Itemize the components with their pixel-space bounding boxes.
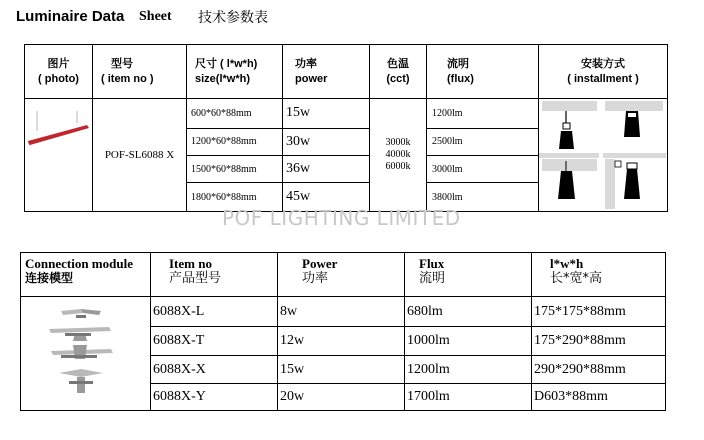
cct-header-en: (cct) — [386, 72, 410, 85]
photo-header-cn: 图片 — [47, 57, 70, 70]
dimension-value: D603*88mm — [532, 384, 666, 411]
power-header — [283, 45, 370, 99]
flux-header — [405, 253, 532, 297]
flux-value: 1200lm — [427, 99, 539, 129]
install-header-en: ( installment ) — [567, 72, 639, 85]
flux-value: 680lm — [405, 297, 532, 327]
size-value: 600*60*88mm — [187, 99, 283, 129]
flux-value: 3800lm — [427, 183, 539, 212]
module-table — [20, 252, 666, 411]
model-number: POF-SL6088 X — [93, 99, 187, 212]
module-header-en: Connection module — [25, 256, 133, 271]
dimension-header-en: l*w*h — [550, 256, 584, 271]
cct-header-cn: 色温 — [387, 57, 409, 70]
wall-panel — [605, 159, 615, 209]
power-value: 30w — [283, 128, 370, 155]
power-header-en: power — [295, 72, 328, 85]
flux-value: 2500lm — [427, 128, 539, 155]
size-header-en: size(l*w*h) — [195, 72, 251, 85]
cct-value: 3000k — [385, 137, 411, 148]
sheet-subtitle: Sheet — [139, 9, 172, 24]
module-image-cell — [21, 297, 151, 411]
power-header-cn: 功率 — [302, 271, 329, 286]
dimension-value: 175*290*88mm — [532, 327, 666, 356]
dimension-header — [532, 253, 666, 297]
dimension-value: 175*175*88mm — [532, 297, 666, 327]
item-header-cn: 产品型号 — [169, 271, 222, 286]
module-header-cn: 连接模型 — [25, 271, 74, 285]
size-value: 1800*60*88mm — [187, 183, 283, 212]
luminaire-photo-cell — [25, 99, 93, 212]
flux-value: 1000lm — [405, 327, 532, 356]
flux-header-en: (flux) — [447, 72, 474, 85]
cct-header — [370, 45, 427, 99]
ceiling-panel — [542, 159, 597, 171]
photo-header — [25, 45, 93, 99]
item-no-value: 6088X-Y — [151, 384, 278, 411]
power-value: 15w — [278, 356, 405, 384]
flux-header-cn: 流明 — [419, 271, 446, 286]
power-value: 8w — [278, 297, 405, 327]
spec-row — [25, 99, 668, 129]
power-value: 36w — [283, 156, 370, 183]
power-header-cn: 功率 — [295, 57, 317, 70]
ceiling-panel — [605, 101, 663, 111]
power-header-en: Power — [302, 256, 338, 271]
sheet-title-cn: 技术参数表 — [198, 10, 268, 26]
power-value: 45w — [283, 183, 370, 212]
model-header-cn: 型号 — [111, 57, 133, 70]
cct-value: 6000k — [385, 161, 411, 172]
spec-header-row — [25, 45, 668, 99]
flux-value: 3000lm — [427, 156, 539, 183]
install-header-cn: 安装方式 — [581, 57, 625, 70]
size-value: 1200*60*88mm — [187, 128, 283, 155]
cct-cell — [370, 99, 427, 212]
power-value: 15w — [283, 99, 370, 129]
sheet-title: Luminaire Data — [16, 8, 125, 25]
module-header — [21, 253, 151, 297]
flux-header-cn: 流明 — [447, 57, 469, 70]
connection-modules-image — [21, 297, 149, 407]
power-header — [278, 253, 405, 297]
installation-methods-image — [539, 99, 666, 211]
flux-value: 1200lm — [405, 356, 532, 384]
flux-value: 1700lm — [405, 384, 532, 411]
linear-luminaire-image — [25, 109, 91, 159]
power-value: 12w — [278, 327, 405, 356]
item-no-value: 6088X-L — [151, 297, 278, 327]
size-header — [187, 45, 283, 99]
dimension-header-cn: 长*宽*高 — [550, 271, 603, 286]
size-header-cn: 尺寸 ( l*w*h) — [195, 57, 258, 70]
watermark-text: POF LIGHTING LIMITED — [222, 206, 461, 230]
flux-header — [427, 45, 539, 99]
model-header — [93, 45, 187, 99]
item-no-value: 6088X-X — [151, 356, 278, 384]
item-no-value: 6088X-T — [151, 327, 278, 356]
install-header — [539, 45, 668, 99]
power-value: 20w — [278, 384, 405, 411]
size-value: 1500*60*88mm — [187, 156, 283, 183]
ceiling-panel — [542, 101, 597, 111]
module-row — [21, 297, 666, 327]
model-header-en: ( item no ) — [101, 72, 154, 85]
spec-table — [24, 44, 668, 212]
item-header-en: Item no — [169, 256, 212, 271]
item-header — [151, 253, 278, 297]
module-header-row — [21, 253, 666, 297]
cct-value: 4000k — [385, 149, 411, 160]
photo-header-en: ( photo) — [38, 72, 79, 85]
installation-image-cell — [539, 99, 668, 212]
dimension-value: 290*290*88mm — [532, 356, 666, 384]
flux-header-en: Flux — [419, 256, 445, 271]
